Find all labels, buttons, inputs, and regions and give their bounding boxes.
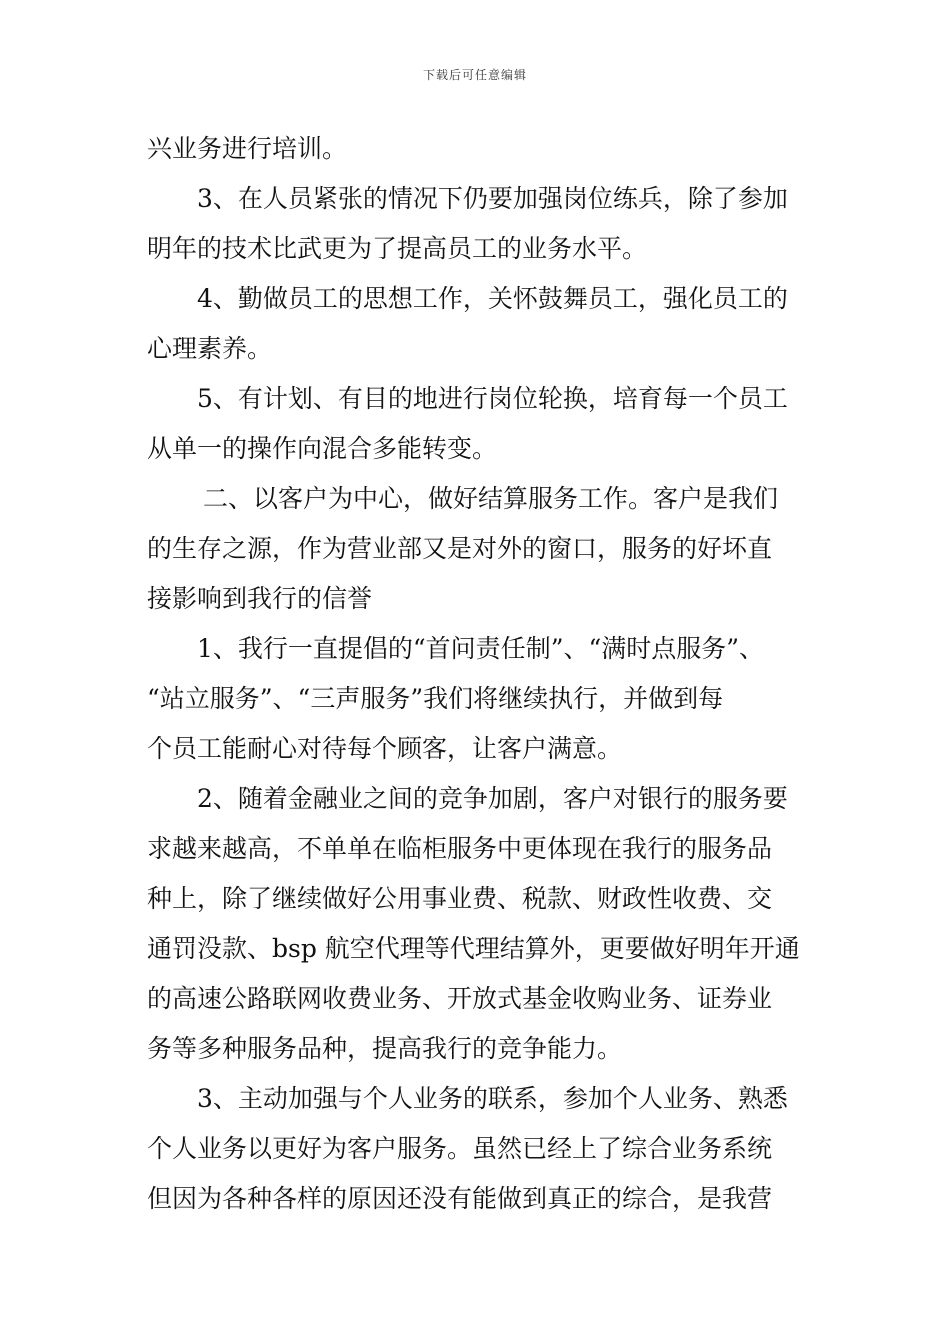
- text-line: 但因为各种各样的原因还没有能做到真正的综合，是我营: [147, 1184, 773, 1213]
- text-line: 的生存之源，作为营业部又是对外的窗口，服务的好坏直: [147, 534, 773, 563]
- text-line: 从单一的操作向混合多能转变。: [147, 434, 498, 463]
- text-line: 明年的技术比武更为了提高员工的业务水平。: [147, 234, 648, 263]
- text-line: 5、有计划、有目的地进行岗位轮换，培育每一个员工: [197, 384, 788, 413]
- text-line: “站立服务”、“三声服务”我们将继续执行，并做到每: [147, 684, 724, 713]
- text-line: 务等多种服务品种，提高我行的竞争能力。: [147, 1034, 623, 1063]
- text-line: 兴业务进行培训。: [147, 134, 348, 163]
- text-line: 接影响到我行的信誉: [147, 584, 373, 613]
- text-line: 3、在人员紧张的情况下仍要加强岗位练兵，除了参加: [197, 184, 788, 213]
- page-header: 下载后可任意编辑: [422, 68, 527, 82]
- text-line: 个人业务以更好为客户服务。虽然已经上了综合业务系统: [147, 1134, 773, 1163]
- text-line: 3、主动加强与个人业务的联系，参加个人业务、熟悉: [197, 1084, 788, 1113]
- text-line: 求越来越高，不单单在临柜服务中更体现在我行的服务品: [147, 834, 773, 863]
- text-line: 二、以客户为中心，做好结算服务工作。客户是我们: [203, 484, 779, 513]
- text-line: 个员工能耐心对待每个顾客，让客户满意。: [147, 734, 623, 763]
- text-line: 1、我行一直提倡的“首问责任制”、“满时点服务”、: [197, 634, 765, 663]
- text-line: 种上，除了继续做好公用事业费、税款、财政性收费、交: [147, 884, 773, 913]
- text-line: 2、随着金融业之间的竞争加剧，客户对银行的服务要: [197, 784, 788, 813]
- text-line: 心理素养。: [147, 334, 273, 363]
- text-line: 4、勤做员工的思想工作，关怀鼓舞员工，强化员工的: [197, 284, 788, 313]
- text-line: 的高速公路联网收费业务、开放式基金收购业务、证券业: [147, 984, 773, 1013]
- text-line: 通罚没款、bsp 航空代理等代理结算外，更要做好明年开通: [147, 934, 800, 963]
